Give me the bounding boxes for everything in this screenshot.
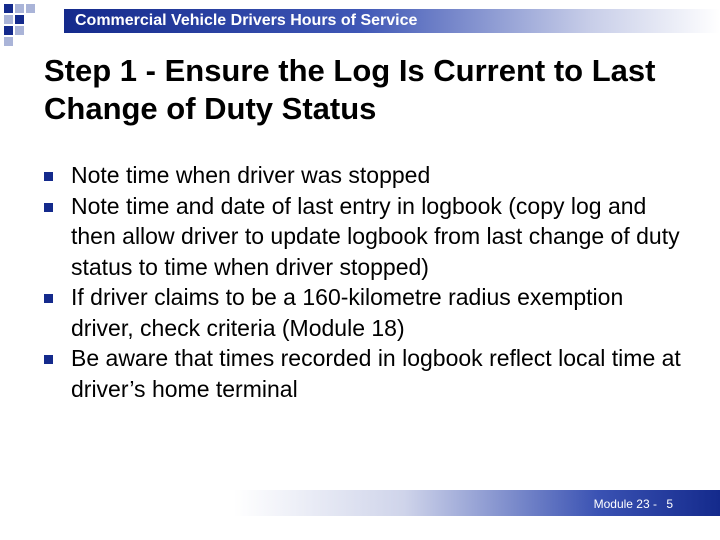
page-number: 5 — [666, 497, 673, 511]
decor-square-dark — [4, 4, 13, 13]
bullet-text: If driver claims to be a 160-kilometre radius exemption driver, check criteria (Module 18) — [71, 284, 624, 341]
bullet-item — [44, 191, 684, 283]
bullet-list — [44, 160, 684, 404]
bullet-text: Note time and date of last entry in logbook (copy log and then allow driver to update logbook from last change of duty status to time when driver stopped) — [71, 192, 680, 280]
decor-square-dark — [4, 26, 13, 35]
bullet-item — [44, 343, 684, 404]
bullet-item — [44, 282, 684, 343]
decor-square-light — [4, 15, 13, 24]
decor-square-dark — [15, 15, 24, 24]
module-label: Module 23 - — [593, 497, 657, 511]
bullet-text: Note time when driver was stopped — [71, 162, 431, 188]
decor-square-light — [4, 37, 13, 46]
decor-square-light — [15, 4, 24, 13]
decor-square-light — [26, 4, 35, 13]
slide-title: Step 1 - Ensure the Log Is Current to Last Change of Duty Status — [44, 53, 656, 126]
square-bullet-icon — [44, 172, 53, 181]
square-bullet-icon — [44, 294, 53, 303]
bullet-item — [44, 160, 684, 191]
square-bullet-icon — [44, 203, 53, 212]
header-title: Commercial Vehicle Drivers Hours of Service — [75, 12, 418, 29]
square-bullet-icon — [44, 355, 53, 364]
bullet-text: Be aware that times recorded in logbook reflect local time at driver’s home terminal — [71, 345, 681, 402]
page-footer — [594, 497, 673, 511]
decor-square-light — [15, 26, 24, 35]
